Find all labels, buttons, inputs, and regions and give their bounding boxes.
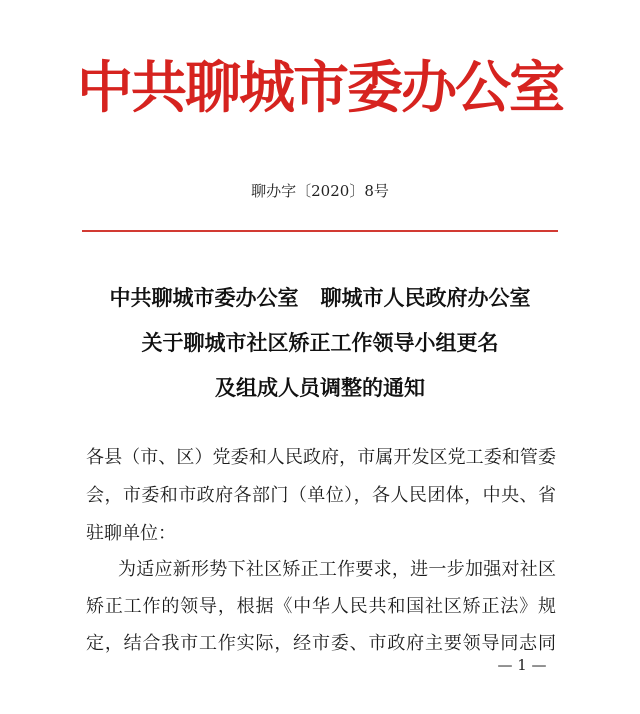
body-text-line: 定，结合我市工作实际，经市委、市政府主要领导同志同 [86, 633, 556, 654]
body-text-line: 矫正工作的领导，根据《中华人民共和国社区矫正法》规 [86, 596, 556, 617]
notice-title-issuer-2: 聊城市人民政府办公室 [320, 286, 531, 310]
notice-title-line-2: 关于聊城市社区矫正工作领导小组更名 [141, 331, 499, 355]
body-text-line: 各县（市、区）党委和人民政府，市属开发区党工委和管委 [86, 447, 556, 468]
body-text-line: 会，市委和市政府各部门（单位），各人民团体，中央、省 [86, 485, 556, 506]
red-divider-line [82, 230, 558, 232]
body-text-line: 驻聊单位： [86, 523, 176, 544]
issuer-header: 中共聊城市委办公室 [77, 55, 563, 121]
notice-title-issuer-1: 中共聊城市委办公室 [109, 286, 299, 310]
document-number: 聊办字〔2020〕8号 [251, 182, 389, 200]
notice-title-line-1 [0, 283, 640, 313]
page-number: — 1 — [497, 656, 547, 674]
body-paragraph-start: 为适应新形势下社区矫正工作要求，进一步加强对社区 [118, 559, 556, 580]
notice-title-line-3: 及组成人员调整的通知 [215, 376, 425, 400]
